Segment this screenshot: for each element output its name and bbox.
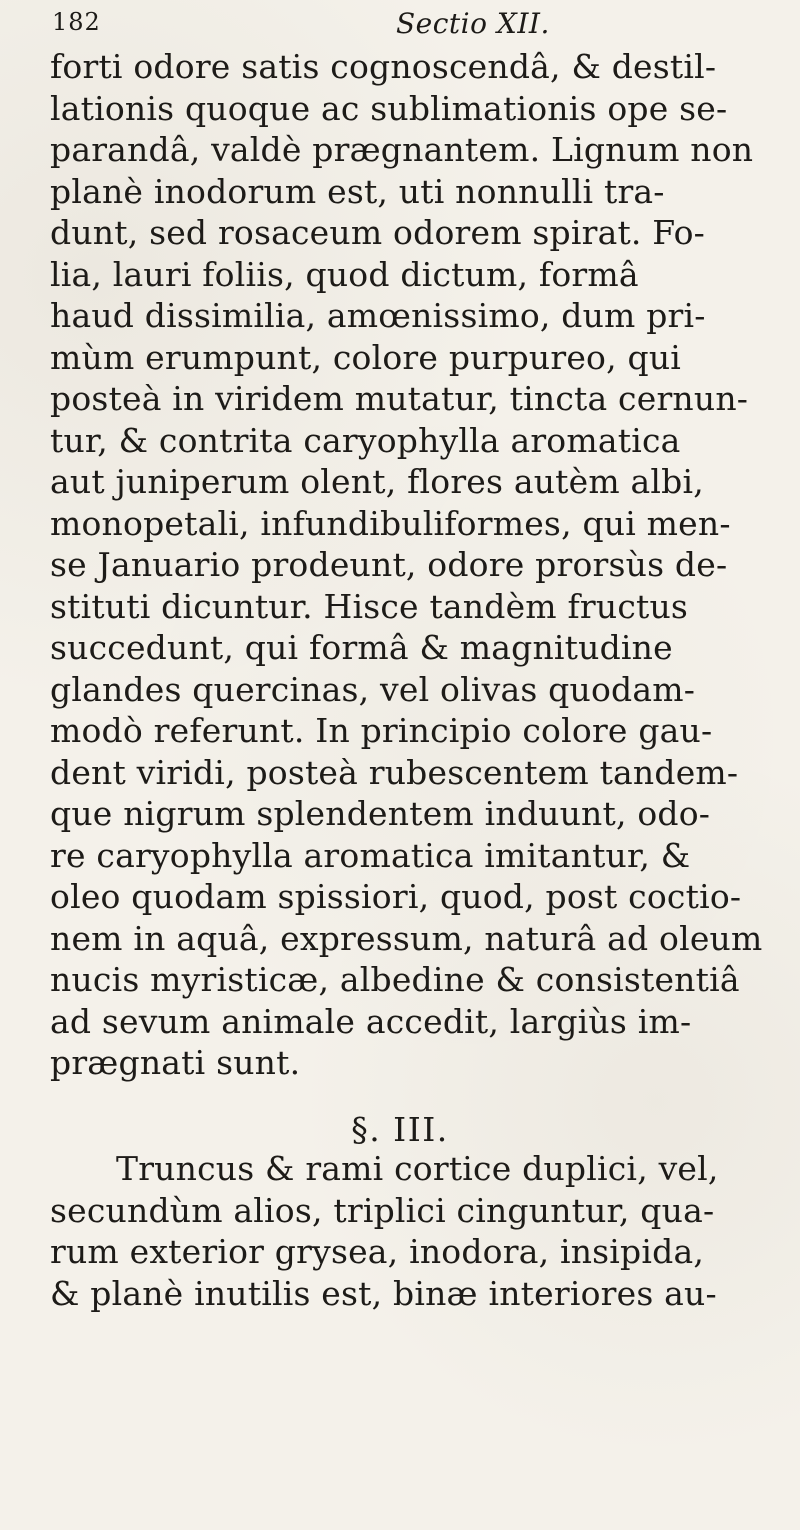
- text-line: succedunt, qui formâ & magnitudine: [50, 628, 673, 667]
- text-line: nem in aquâ, expressum, naturâ ad oleum: [50, 918, 763, 958]
- text-line: nucis myristicæ, albedine & consistentiâ: [50, 960, 740, 999]
- text-line: forti odore satis cognoscendâ, & destil-: [50, 47, 717, 86]
- text-line: secundùm alios, triplici cinguntur, qua-: [50, 1190, 715, 1230]
- text-line: posteà in viridem mutatur, tincta cernun-: [50, 379, 749, 418]
- text-line: parandâ, valdè prægnantem. Lignum non: [50, 130, 754, 169]
- text-line: planè inodorum est, uti nonnulli tra-: [50, 171, 665, 211]
- text-line: dunt, sed rosaceum odorem spirat. Fo-: [50, 213, 706, 252]
- text-line: lia, lauri foliis, quod dictum, formâ: [50, 254, 639, 294]
- running-head: Sectio XII.: [396, 7, 550, 40]
- text-line: & planè inutilis est, binæ interiores au-: [50, 1273, 717, 1313]
- text-line: se Januario prodeunt, odore prorsùs de-: [50, 545, 728, 584]
- text-line: re caryophylla aromatica imitantur, &: [50, 835, 691, 875]
- text-line: Truncus & rami cortice duplici, vel,: [116, 1149, 719, 1188]
- text-line: dent viridi, posteà rubescentem tandem-: [50, 752, 739, 792]
- text-line: stituti dicuntur. Hisce tandèm fructus: [50, 586, 689, 626]
- text-line: tur, & contrita caryophylla aromatica: [50, 420, 681, 460]
- text-line: rum exterior grysea, inodora, insipida,: [50, 1232, 705, 1271]
- text-line: glandes quercinas, vel olivas quodam-: [50, 669, 696, 709]
- body-paragraph-1: [50, 46, 772, 1084]
- text-line: oleo quodam spissiori, quod, post coctio-: [50, 877, 742, 916]
- text-line: lationis quoque ac sublimationis ope se-: [50, 88, 728, 128]
- section-heading: §. III.: [351, 1110, 449, 1149]
- body-paragraph-2: [50, 1148, 772, 1314]
- text-line: ad sevum animale accedit, largiùs im-: [50, 1001, 692, 1041]
- text-line: monopetali, infundibuliformes, qui men-: [50, 503, 731, 543]
- text-line: que nigrum splendentem induunt, odo-: [50, 794, 711, 833]
- text-line: mùm erumpunt, colore purpureo, qui: [50, 337, 682, 377]
- text-line: haud dissimilia, amœnissimo, dum pri-: [50, 296, 706, 335]
- text-line: modò referunt. In principio colore gau-: [50, 711, 713, 750]
- text-line: prægnati sunt.: [50, 1043, 301, 1082]
- page-number: 182: [52, 8, 101, 36]
- show-through-ink: [622, 1164, 742, 1165]
- text-line: aut juniperum olent, flores autèm albi,: [50, 462, 704, 501]
